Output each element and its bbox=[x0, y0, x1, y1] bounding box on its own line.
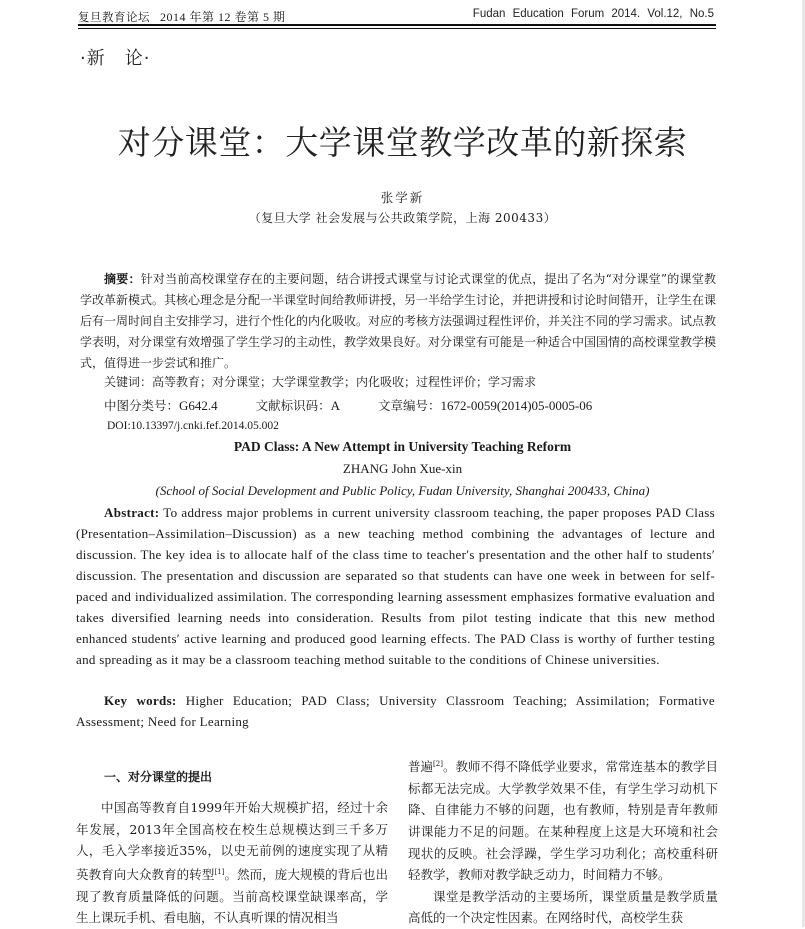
keywords-en-text: Higher Education; PAD Class; University Classroom Teaching; Assimilation; Formative Assessment; Need for Learning bbox=[76, 693, 715, 729]
issue-cn: 2014 年第 12 卷第 5 期 bbox=[160, 10, 286, 24]
abstract-cn bbox=[80, 269, 716, 374]
section-heading: 一、对分课堂的提出 bbox=[104, 770, 213, 784]
body-column-right bbox=[408, 754, 718, 929]
body-text: 普遍 bbox=[408, 759, 434, 775]
keywords-cn-label: 关键词： bbox=[104, 375, 153, 389]
article-no-value: 1672-0059(2014)05-0005-06 bbox=[440, 398, 593, 413]
column-tag: ·新 论· bbox=[80, 48, 151, 69]
abstract-en-label: Abstract: bbox=[104, 505, 160, 520]
keywords-en bbox=[76, 690, 715, 732]
abstract-cn-text: 针对当前高校课堂存在的主要问题，结合讲授式课堂与讨论式课堂的优点，提出了名为“对分课堂”的课堂教学改革新模式。其核心理念是分配一半课堂时间给教师讲授，另一半给学生讨论，并把讲授和讨论时间错开，让学生在课后有一周时间自主安排学习，进行个性化的内化吸收。对应的考核方法强调过程性评价，并关注不同的学习需求。试点教学表明，对分课堂有效增强了学生学习的主动性，教学效果良好。对分课堂有可能是一种适合中国国情的高校课堂教学模式，值得进一步尝试和推广。 bbox=[80, 272, 717, 370]
clc-value: G642.4 bbox=[179, 398, 218, 413]
citation-ref[interactable]: [2] bbox=[433, 760, 443, 768]
doc-code-label: 文献标识码： bbox=[255, 398, 331, 413]
journal-name-en: Fudan Education Forum 2014. Vol.12, No.5 bbox=[472, 8, 714, 20]
running-header bbox=[78, 4, 716, 26]
journal-name-cn: 复旦教育论坛 bbox=[78, 10, 150, 24]
article-title: 对分课堂：大学课堂教学改革的新探索 bbox=[117, 123, 688, 162]
english-author: ZHANG John Xue-xin bbox=[342, 461, 463, 476]
english-affiliation: (School of Social Development and Public Policy, Fudan University, Shanghai 200433, China) bbox=[155, 483, 650, 498]
abstract-en bbox=[76, 502, 715, 670]
classification-meta bbox=[104, 396, 626, 414]
body-paragraph: 课堂是教学活动的主要场所，课堂质量是教学质量高低的一个决定性因素。在网络时代，高校学生获 bbox=[408, 888, 718, 926]
keywords-en-label: Key words: bbox=[104, 693, 177, 708]
keywords-cn bbox=[104, 373, 536, 390]
body-paragraph bbox=[408, 754, 718, 886]
abstract-cn-label: 摘要： bbox=[104, 272, 141, 286]
author-name: 张学新 bbox=[380, 190, 425, 205]
clc-label: 中图分类号： bbox=[104, 398, 180, 413]
keywords-cn-text: 高等教育；对分课堂；大学课堂教学；内化吸收；过程性评价；学习需求 bbox=[152, 375, 537, 389]
body-text: 中国高等教育自1999年开始大规模扩招，经过十余年发展，2013年全国高校在校生总规模达到三千多万人，毛入学率接近35%，以史无前例的速度实现了从精英教育向大众教育的转型 bbox=[76, 800, 388, 882]
header-left bbox=[78, 8, 286, 25]
author-affiliation: （复旦大学 社会发展与公共政策学院，上海 200433） bbox=[248, 211, 557, 225]
header-rule-thick bbox=[78, 24, 716, 26]
body-text: 。教师不得不降低学业要求，常常连基本的教学目标都无法完成。大学教学效果不佳，有学生学习动机下降、自律能力不够的问题，也有教师，特别是青年教师讲课能力不足的问题。在某种程度上这是大环境和社会现状的反映。社会浮躁，学生学习功利化；高校重科研轻教学，教师对教学缺乏动力，时间精力不够。 bbox=[408, 759, 718, 883]
body-column-left bbox=[76, 797, 388, 929]
english-title: PAD Class: A New Attempt in University Teaching Reform bbox=[233, 439, 572, 454]
doi[interactable]: DOI:10.13397/j.cnki.fef.2014.05.002 bbox=[107, 420, 279, 432]
header-rule-thin bbox=[78, 28, 716, 29]
body-paragraph bbox=[76, 797, 388, 929]
citation-ref[interactable]: [1] bbox=[214, 867, 225, 876]
article-no-label: 文章编号： bbox=[378, 398, 441, 413]
body-text: 。然而，庞大规模的背后也出现了教育质量降低的问题。当前高校课堂缺课率高，学生上课玩手机、看电脑，不认真听课的情况相当 bbox=[76, 866, 388, 926]
doc-code-value: A bbox=[330, 398, 341, 413]
abstract-en-text: To address major problems in current university classroom teaching, the paper proposes PAD Class (Presentation–Assimilation–Discussion) as a new teaching method combining the advantages of lecture and discussion. The key idea is to allocate half of the class time to teacher′s presentation and the other half to students′ discussion. The presentation and discussion are separated so that students can have one week in between for self-paced and individualized assimilation. The corresponding learning assessment emphasizes formative evaluation and takes diversified learning needs into consideration. Results from pilot testing indicate that this new method enhanced students′ active learning and produced good learning effects. The PAD Class is worthy of further testing and spreading as it may be a classroom teaching method suitable to the conditions of Chinese universities. bbox=[76, 505, 715, 667]
